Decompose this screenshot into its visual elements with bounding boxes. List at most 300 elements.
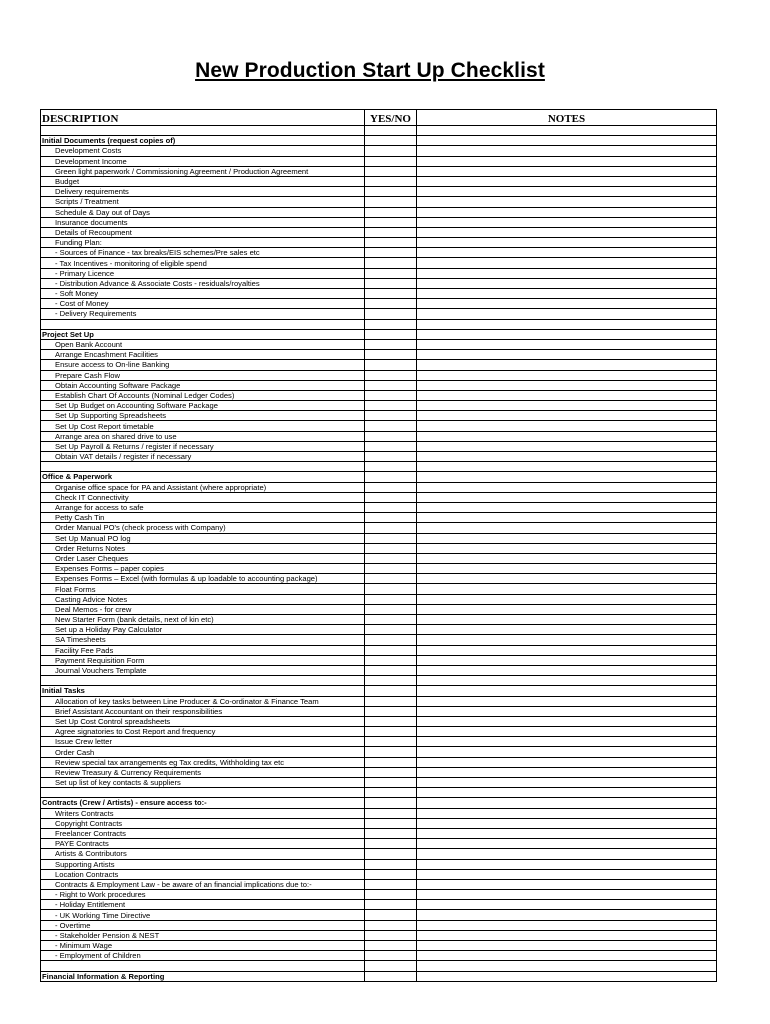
description-cell: Writers Contracts [41,808,365,818]
blank-row [41,961,717,971]
yes-no-cell[interactable] [365,767,417,777]
notes-cell[interactable] [417,238,717,248]
description-cell [41,462,365,472]
description-cell: Casting Advice Notes [41,594,365,604]
notes-cell[interactable] [417,441,717,451]
yes-no-cell[interactable] [365,370,417,380]
notes-cell[interactable] [417,879,717,889]
table-row [41,227,717,237]
yes-no-cell[interactable] [365,584,417,594]
yes-no-cell[interactable] [365,686,417,696]
yes-no-cell[interactable] [365,207,417,217]
notes-cell[interactable] [417,635,717,645]
description-cell: - Overtime [41,920,365,930]
header-description: DESCRIPTION [41,110,365,126]
description-cell: Freelancer Contracts [41,828,365,838]
yes-no-cell[interactable] [365,757,417,767]
yes-no-cell[interactable] [365,553,417,563]
table-row [41,217,717,227]
table-row [41,187,717,197]
notes-cell[interactable] [417,594,717,604]
description-cell: Agree signatories to Cost Report and frequency [41,727,365,737]
section-heading: Initial Tasks [41,686,365,696]
table-row [41,176,717,186]
blank-row [41,462,717,472]
yes-no-cell[interactable] [365,217,417,227]
table-row [41,574,717,584]
notes-cell[interactable] [417,197,717,207]
checklist-sheet [40,109,717,982]
table-row [41,584,717,594]
notes-cell[interactable] [417,625,717,635]
notes-cell[interactable] [417,146,717,156]
table-row [41,859,717,869]
notes-cell[interactable] [417,757,717,767]
notes-cell[interactable] [417,380,717,390]
yes-no-cell[interactable] [365,126,417,136]
yes-no-cell[interactable] [365,706,417,716]
yes-no-cell[interactable] [365,971,417,981]
yes-no-cell[interactable] [365,747,417,757]
table-row [41,665,717,675]
notes-cell[interactable] [417,706,717,716]
yes-no-cell[interactable] [365,319,417,329]
yes-no-cell[interactable] [365,441,417,451]
blank-row [41,319,717,329]
yes-no-cell[interactable] [365,289,417,299]
yes-no-cell[interactable] [365,502,417,512]
yes-no-cell[interactable] [365,737,417,747]
yes-no-cell[interactable] [365,166,417,176]
notes-cell[interactable] [417,910,717,920]
table-row [41,258,717,268]
yes-no-cell[interactable] [365,136,417,146]
yes-no-cell[interactable] [365,278,417,288]
notes-cell[interactable] [417,176,717,186]
notes-cell[interactable] [417,339,717,349]
yes-no-cell[interactable] [365,655,417,665]
description-cell: Set up a Holiday Pay Calculator [41,625,365,635]
table-row [41,268,717,278]
table-row [41,441,717,451]
notes-cell[interactable] [417,930,717,940]
notes-cell[interactable] [417,248,717,258]
table-row [41,431,717,441]
description-cell: Contracts & Employment Law - be aware of an financial implications due to:- [41,879,365,889]
notes-cell[interactable] [417,502,717,512]
table-row [41,655,717,665]
notes-cell[interactable] [417,411,717,421]
notes-cell[interactable] [417,798,717,808]
description-cell [41,676,365,686]
table-row [41,156,717,166]
description-cell: Organise office space for PA and Assistant (where appropriate) [41,482,365,492]
description-cell: Order Laser Cheques [41,553,365,563]
yes-no-cell[interactable] [365,268,417,278]
notes-cell[interactable] [417,849,717,859]
yes-no-cell[interactable] [365,859,417,869]
notes-cell[interactable] [417,289,717,299]
page-title: New Production Start Up Checklist [195,59,545,82]
notes-cell[interactable] [417,869,717,879]
yes-no-cell[interactable] [365,492,417,502]
description-cell: Development Income [41,156,365,166]
description-cell: - Delivery Requirements [41,309,365,319]
table-row [41,370,717,380]
table-row [41,207,717,217]
description-cell: Obtain VAT details / register if necessary [41,452,365,462]
yes-no-cell[interactable] [365,900,417,910]
description-cell: - UK Working Time Directive [41,910,365,920]
yes-no-cell[interactable] [365,513,417,523]
notes-cell[interactable] [417,645,717,655]
description-cell: Payment Requisition Form [41,655,365,665]
yes-no-cell[interactable] [365,482,417,492]
notes-cell[interactable] [417,553,717,563]
table-row [41,390,717,400]
notes-cell[interactable] [417,686,717,696]
yes-no-cell[interactable] [365,676,417,686]
yes-no-cell[interactable] [365,635,417,645]
table-row [41,533,717,543]
notes-cell[interactable] [417,462,717,472]
description-cell: Ensure access to On-line Banking [41,360,365,370]
yes-no-cell[interactable] [365,594,417,604]
notes-cell[interactable] [417,533,717,543]
section-heading: Financial Information & Reporting [41,971,365,981]
notes-cell[interactable] [417,156,717,166]
description-cell [41,788,365,798]
notes-cell[interactable] [417,696,717,706]
yes-no-cell[interactable] [365,727,417,737]
section-row [41,329,717,339]
description-cell: - Holiday Entitlement [41,900,365,910]
table-row [41,543,717,553]
table-row [41,452,717,462]
table-row [41,900,717,910]
description-cell: Details of Recoupment [41,227,365,237]
yes-no-cell[interactable] [365,146,417,156]
description-cell: Budget [41,176,365,186]
notes-cell[interactable] [417,828,717,838]
header-notes: NOTES [417,110,717,126]
notes-cell[interactable] [417,788,717,798]
description-cell: Obtain Accounting Software Package [41,380,365,390]
notes-cell[interactable] [417,329,717,339]
yes-no-cell[interactable] [365,798,417,808]
yes-no-cell[interactable] [365,248,417,258]
yes-no-cell[interactable] [365,930,417,940]
table-row [41,146,717,156]
notes-cell[interactable] [417,360,717,370]
description-cell: - Cost of Money [41,299,365,309]
description-cell: Review special tax arrangements eg Tax credits, Withholding tax etc [41,757,365,767]
description-cell: Open Bank Account [41,339,365,349]
section-row [41,686,717,696]
yes-no-cell[interactable] [365,339,417,349]
description-cell: Supporting Artists [41,859,365,869]
notes-cell[interactable] [417,727,717,737]
yes-no-cell[interactable] [365,299,417,309]
description-cell: Deal Memos - for crew [41,604,365,614]
yes-no-cell[interactable] [365,197,417,207]
yes-no-cell[interactable] [365,380,417,390]
notes-cell[interactable] [417,431,717,441]
table-row [41,299,717,309]
notes-cell[interactable] [417,268,717,278]
yes-no-cell[interactable] [365,431,417,441]
description-cell: Copyright Contracts [41,818,365,828]
yes-no-cell[interactable] [365,156,417,166]
description-cell: Check IT Connectivity [41,492,365,502]
notes-cell[interactable] [417,890,717,900]
description-cell: - Stakeholder Pension & NEST [41,930,365,940]
notes-cell[interactable] [417,258,717,268]
table-row [41,411,717,421]
notes-cell[interactable] [417,584,717,594]
notes-cell[interactable] [417,207,717,217]
notes-cell[interactable] [417,166,717,176]
notes-cell[interactable] [417,187,717,197]
table-row [41,604,717,614]
yes-no-cell[interactable] [365,849,417,859]
description-cell: Set Up Budget on Accounting Software Package [41,401,365,411]
yes-no-cell[interactable] [365,360,417,370]
description-cell: Allocation of key tasks between Line Producer & Co-ordinator & Finance Team [41,696,365,706]
yes-no-cell[interactable] [365,941,417,951]
description-cell: Order Cash [41,747,365,757]
notes-cell[interactable] [417,747,717,757]
yes-no-cell[interactable] [365,390,417,400]
table-row [41,594,717,604]
notes-cell[interactable] [417,676,717,686]
notes-cell[interactable] [417,472,717,482]
table-row [41,767,717,777]
yes-no-cell[interactable] [365,401,417,411]
notes-cell[interactable] [417,920,717,930]
description-cell: Brief Assistant Accountant on their responsibilities [41,706,365,716]
yes-no-cell[interactable] [365,604,417,614]
notes-cell[interactable] [417,309,717,319]
notes-cell[interactable] [417,452,717,462]
yes-no-cell[interactable] [365,411,417,421]
table-row [41,849,717,859]
notes-cell[interactable] [417,818,717,828]
yes-no-cell[interactable] [365,615,417,625]
description-cell: Arrange area on shared drive to use [41,431,365,441]
table-row [41,828,717,838]
yes-no-cell[interactable] [365,920,417,930]
description-cell: - Primary Licence [41,268,365,278]
description-cell: Arrange Encashment Facilities [41,350,365,360]
notes-cell[interactable] [417,136,717,146]
header-yes-no: YES/NO [365,110,417,126]
notes-cell[interactable] [417,574,717,584]
yes-no-cell[interactable] [365,350,417,360]
yes-no-cell[interactable] [365,910,417,920]
yes-no-cell[interactable] [365,665,417,675]
table-row [41,401,717,411]
section-row [41,136,717,146]
table-row [41,737,717,747]
notes-cell[interactable] [417,859,717,869]
yes-no-cell[interactable] [365,839,417,849]
yes-no-cell[interactable] [365,879,417,889]
yes-no-cell[interactable] [365,961,417,971]
description-cell: - Distribution Advance & Associate Costs - residuals/royalties [41,278,365,288]
section-row [41,971,717,981]
description-cell: Float Forms [41,584,365,594]
table-row [41,166,717,176]
notes-cell[interactable] [417,737,717,747]
notes-cell[interactable] [417,615,717,625]
table-row [41,197,717,207]
yes-no-cell[interactable] [365,309,417,319]
yes-no-cell[interactable] [365,543,417,553]
notes-cell[interactable] [417,900,717,910]
description-cell: Order Manual PO's (check process with Company) [41,523,365,533]
table-row [41,645,717,655]
section-heading: Initial Documents (request copies of) [41,136,365,146]
description-cell: Delivery requirements [41,187,365,197]
notes-cell[interactable] [417,370,717,380]
notes-cell[interactable] [417,126,717,136]
notes-cell[interactable] [417,482,717,492]
table-row [41,716,717,726]
blank-row [41,788,717,798]
yes-no-cell[interactable] [365,462,417,472]
blank-row [41,676,717,686]
description-cell: - Sources of Finance - tax breaks/EIS schemes/Pre sales etc [41,248,365,258]
yes-no-cell[interactable] [365,176,417,186]
yes-no-cell[interactable] [365,564,417,574]
table-row [41,747,717,757]
description-cell: SA Timesheets [41,635,365,645]
description-cell [41,319,365,329]
yes-no-cell[interactable] [365,472,417,482]
notes-cell[interactable] [417,390,717,400]
section-heading: Contracts (Crew / Artists) - ensure access to:- [41,798,365,808]
yes-no-cell[interactable] [365,818,417,828]
yes-no-cell[interactable] [365,951,417,961]
notes-cell[interactable] [417,564,717,574]
yes-no-cell[interactable] [365,421,417,431]
notes-cell[interactable] [417,513,717,523]
checklist-table [40,109,717,982]
notes-cell[interactable] [417,217,717,227]
table-row [41,502,717,512]
table-row [41,951,717,961]
description-cell: Set Up Cost Control spreadsheets [41,716,365,726]
yes-no-cell[interactable] [365,778,417,788]
yes-no-cell[interactable] [365,187,417,197]
table-row [41,492,717,502]
description-cell: Set up list of key contacts & suppliers [41,778,365,788]
description-cell: - Employment of Children [41,951,365,961]
notes-cell[interactable] [417,941,717,951]
table-row [41,727,717,737]
description-cell: Artists & Contributors [41,849,365,859]
table-row [41,625,717,635]
notes-cell[interactable] [417,492,717,502]
notes-cell[interactable] [417,951,717,961]
yes-no-cell[interactable] [365,258,417,268]
notes-cell[interactable] [417,278,717,288]
yes-no-cell[interactable] [365,788,417,798]
yes-no-cell[interactable] [365,227,417,237]
table-row [41,350,717,360]
yes-no-cell[interactable] [365,452,417,462]
description-cell: Set Up Payroll & Returns / register if necessary [41,441,365,451]
notes-cell[interactable] [417,227,717,237]
notes-cell[interactable] [417,971,717,981]
notes-cell[interactable] [417,319,717,329]
notes-cell[interactable] [417,808,717,818]
notes-cell[interactable] [417,543,717,553]
yes-no-cell[interactable] [365,716,417,726]
table-row [41,248,717,258]
notes-cell[interactable] [417,839,717,849]
yes-no-cell[interactable] [365,696,417,706]
yes-no-cell[interactable] [365,645,417,655]
table-row [41,238,717,248]
table-row [41,706,717,716]
yes-no-cell[interactable] [365,574,417,584]
notes-cell[interactable] [417,421,717,431]
section-heading: Office & Paperwork [41,472,365,482]
table-row [41,930,717,940]
notes-cell[interactable] [417,401,717,411]
table-header-row [41,110,717,126]
table-row [41,839,717,849]
description-cell: Location Contracts [41,869,365,879]
table-row [41,289,717,299]
description-cell: Insurance documents [41,217,365,227]
table-row [41,615,717,625]
notes-cell[interactable] [417,523,717,533]
table-row [41,808,717,818]
description-cell: Arrange for access to safe [41,502,365,512]
notes-cell[interactable] [417,655,717,665]
description-cell: Facility Fee Pads [41,645,365,655]
yes-no-cell[interactable] [365,523,417,533]
description-cell: Prepare Cash Flow [41,370,365,380]
table-row [41,309,717,319]
notes-cell[interactable] [417,665,717,675]
yes-no-cell[interactable] [365,625,417,635]
yes-no-cell[interactable] [365,828,417,838]
notes-cell[interactable] [417,767,717,777]
yes-no-cell[interactable] [365,890,417,900]
notes-cell[interactable] [417,299,717,309]
table-row [41,696,717,706]
section-heading: Project Set Up [41,329,365,339]
description-cell: Review Treasury & Currency Requirements [41,767,365,777]
yes-no-cell[interactable] [365,329,417,339]
yes-no-cell[interactable] [365,238,417,248]
yes-no-cell[interactable] [365,533,417,543]
section-row [41,798,717,808]
table-row [41,564,717,574]
notes-cell[interactable] [417,961,717,971]
yes-no-cell[interactable] [365,808,417,818]
notes-cell[interactable] [417,350,717,360]
notes-cell[interactable] [417,778,717,788]
yes-no-cell[interactable] [365,869,417,879]
notes-cell[interactable] [417,716,717,726]
notes-cell[interactable] [417,604,717,614]
description-cell: - Right to Work procedures [41,890,365,900]
